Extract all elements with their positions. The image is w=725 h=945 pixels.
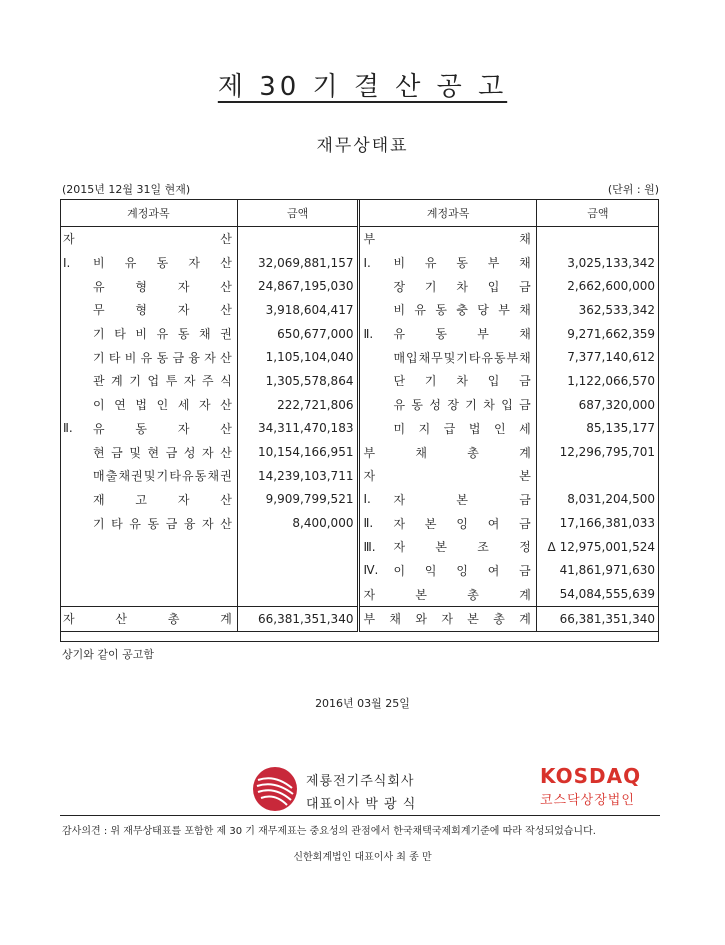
account-name: 매 출 채 권 및 기 타 유 동 채 권 xyxy=(93,469,232,484)
company-logo-icon xyxy=(252,766,298,812)
left-amount: 650,677,000 xyxy=(237,322,359,346)
company-name: 제룡전기주식회사 xyxy=(306,774,415,789)
account-name: 기 타 비 유 동 금 융 자 산 xyxy=(93,350,232,365)
right-account xyxy=(359,417,536,441)
account-name: 비 유 동 자 산 xyxy=(93,256,232,271)
account-name: 유 동 부 채 xyxy=(393,327,531,342)
header-account-right: 계정과목 xyxy=(359,200,536,227)
table-row xyxy=(60,582,659,606)
right-amount: 85,135,177 xyxy=(536,417,659,441)
account-name: 자 본 잉 여 금 xyxy=(393,516,531,531)
roman-numeral: Ⅱ. xyxy=(363,516,374,531)
left-account xyxy=(60,227,237,251)
auditor-name: 신한회계법인 대표이사 최 종 만 xyxy=(293,852,432,863)
account-name: 단 기 차 입 금 xyxy=(393,374,531,389)
balance-sheet-table xyxy=(60,199,659,632)
left-amount: 10,154,166,951 xyxy=(237,440,359,464)
account-cell xyxy=(63,610,234,627)
right-account xyxy=(359,464,536,488)
account-name: 자 본 조 정 xyxy=(393,540,531,555)
account-cell xyxy=(63,349,234,366)
right-amount: 687,320,000 xyxy=(536,393,659,417)
account-name: 기 타 비 유 동 채 권 xyxy=(93,327,232,342)
account-name: 재 고 자 산 xyxy=(93,492,232,507)
left-account xyxy=(60,488,237,512)
table-row xyxy=(60,535,659,559)
table-row xyxy=(60,511,659,535)
left-amount: 222,721,806 xyxy=(237,393,359,417)
account-cell xyxy=(363,278,532,295)
roman-numeral: Ⅰ. xyxy=(63,255,71,270)
left-amount: 34,311,470,183 xyxy=(237,417,359,441)
right-account xyxy=(359,345,536,369)
right-account xyxy=(359,440,536,464)
account-cell xyxy=(363,301,532,318)
account-cell xyxy=(363,372,532,389)
account-name: 부 채 와 자 본 총 계 xyxy=(363,612,531,627)
table-row xyxy=(60,369,659,393)
table-row xyxy=(60,227,659,251)
account-cell xyxy=(363,586,532,603)
right-account xyxy=(359,369,536,393)
account-name: 자 본 총 계 xyxy=(363,587,531,602)
right-amount: 9,271,662,359 xyxy=(536,322,659,346)
kosdaq-subtitle: 코스닥상장법인 xyxy=(540,793,635,808)
account-cell xyxy=(363,349,532,366)
account-name: 비 유 동 부 채 xyxy=(393,256,531,271)
table-row xyxy=(60,488,659,512)
left-amount: 32,069,881,157 xyxy=(237,251,359,275)
right-amount: 17,166,381,033 xyxy=(536,511,659,535)
right-amount: 1,122,066,570 xyxy=(536,369,659,393)
account-name: 자 산 총 계 xyxy=(63,612,232,627)
table-row xyxy=(60,298,659,322)
left-account xyxy=(60,440,237,464)
account-cell xyxy=(363,610,532,627)
left-account xyxy=(60,582,237,606)
left-amount: 3,918,604,417 xyxy=(237,298,359,322)
account-cell xyxy=(363,230,532,247)
account-name: 장 기 차 입 금 xyxy=(393,279,531,294)
table-row xyxy=(60,440,659,464)
account-cell xyxy=(363,396,532,413)
left-account xyxy=(60,251,237,275)
announce-date: 2016년 03월 25일 xyxy=(315,697,410,710)
total-right-amount: 66,381,351,340 xyxy=(536,607,659,632)
account-name: 유 형 자 산 xyxy=(93,279,232,294)
right-account xyxy=(359,488,536,512)
statement-title: 재무상태표 xyxy=(316,136,409,156)
account-name: 유 동 성 장 기 차 입 금 xyxy=(393,398,531,413)
account-name: 이 익 잉 여 금 xyxy=(393,563,531,578)
left-account xyxy=(60,322,237,346)
right-account xyxy=(359,322,536,346)
left-amount xyxy=(237,535,359,559)
account-cell xyxy=(363,538,532,555)
ceo-name: 대표이사 박 광 식 xyxy=(306,797,417,812)
right-account xyxy=(359,227,536,251)
right-account xyxy=(359,582,536,606)
left-amount xyxy=(237,582,359,606)
right-account xyxy=(359,251,536,275)
left-account xyxy=(60,535,237,559)
roman-numeral: Ⅳ. xyxy=(363,563,379,578)
total-row xyxy=(60,607,659,632)
left-amount xyxy=(237,227,359,251)
right-amount: 8,031,204,500 xyxy=(536,488,659,512)
table-row xyxy=(60,393,659,417)
account-name: 매 입 채 무 및 기 타 유 동 부 채 xyxy=(393,350,531,365)
total-left-account xyxy=(60,607,237,632)
right-amount: 12,296,795,701 xyxy=(536,440,659,464)
account-name: 자 본 xyxy=(363,469,531,484)
right-account xyxy=(359,393,536,417)
account-name: 현 금 및 현 금 성 자 산 xyxy=(93,445,232,460)
left-amount: 9,909,799,521 xyxy=(237,488,359,512)
account-name: 부 채 총 계 xyxy=(363,445,531,460)
right-account xyxy=(359,298,536,322)
account-name: 기 타 유 동 금 융 자 산 xyxy=(93,516,232,531)
right-amount: Δ 12,975,001,524 xyxy=(536,535,659,559)
account-cell xyxy=(363,325,532,342)
table-header-row xyxy=(60,200,659,227)
right-amount: 41,861,971,630 xyxy=(536,559,659,583)
account-cell xyxy=(63,444,234,461)
account-name: 비 유 동 충 당 부 채 xyxy=(393,303,531,318)
left-amount: 14,239,103,711 xyxy=(237,464,359,488)
account-name: 유 동 자 산 xyxy=(93,421,232,436)
left-account xyxy=(60,393,237,417)
account-cell xyxy=(63,420,234,437)
roman-numeral: Ⅱ. xyxy=(363,326,374,341)
left-account xyxy=(60,511,237,535)
account-cell xyxy=(363,254,532,271)
left-amount: 24,867,195,030 xyxy=(237,274,359,298)
table-row xyxy=(60,322,659,346)
right-amount xyxy=(536,464,659,488)
table-row xyxy=(60,464,659,488)
page-title: 제 30 기 결 산 공 고 xyxy=(217,72,508,102)
account-name: 무 형 자 산 xyxy=(93,303,232,318)
account-cell xyxy=(63,254,234,271)
roman-numeral: Ⅱ. xyxy=(63,421,73,436)
right-amount xyxy=(536,227,659,251)
account-cell xyxy=(63,515,234,532)
account-cell xyxy=(363,562,532,579)
table-row xyxy=(60,559,659,583)
header-amount-right: 금액 xyxy=(536,200,659,227)
left-account xyxy=(60,345,237,369)
left-account xyxy=(60,298,237,322)
right-amount: 7,377,140,612 xyxy=(536,345,659,369)
account-cell xyxy=(363,444,532,461)
left-amount: 1,105,104,040 xyxy=(237,345,359,369)
right-account xyxy=(359,511,536,535)
account-cell xyxy=(63,396,234,413)
account-name: 자 산 xyxy=(63,232,232,247)
left-account xyxy=(60,464,237,488)
right-amount: 3,025,133,342 xyxy=(536,251,659,275)
account-cell xyxy=(63,301,234,318)
roman-numeral: Ⅰ. xyxy=(363,492,371,507)
audit-opinion: 감사의견 : 위 재무상태표를 포함한 제 30 기 재무제표는 중요성의 관점에서 한국채택국제회계기준에 따라 작성되었습니다. xyxy=(62,826,596,837)
account-cell xyxy=(363,467,532,484)
table-row xyxy=(60,251,659,275)
account-cell xyxy=(63,230,234,247)
right-account xyxy=(359,535,536,559)
right-account xyxy=(359,559,536,583)
account-name: 부 채 xyxy=(363,232,531,247)
account-cell xyxy=(63,491,234,508)
left-account xyxy=(60,274,237,298)
header-amount-left: 금액 xyxy=(237,200,359,227)
header-account-left: 계정과목 xyxy=(60,200,237,227)
account-cell xyxy=(63,467,234,484)
account-cell xyxy=(63,278,234,295)
account-name: 관 계 기 업 투 자 주 식 xyxy=(93,374,232,389)
divider xyxy=(60,815,660,816)
right-account xyxy=(359,274,536,298)
right-amount: 2,662,600,000 xyxy=(536,274,659,298)
kosdaq-logo: KOSDAQ xyxy=(540,764,642,788)
account-name: 자 본 금 xyxy=(393,492,531,507)
account-cell xyxy=(63,372,234,389)
left-amount: 8,400,000 xyxy=(237,511,359,535)
right-amount: 362,533,342 xyxy=(536,298,659,322)
left-account xyxy=(60,559,237,583)
left-amount: 1,305,578,864 xyxy=(237,369,359,393)
as-of-date: (2015년 12월 31일 현재) xyxy=(62,183,191,196)
roman-numeral: Ⅰ. xyxy=(363,255,371,270)
account-name: 이 연 법 인 세 자 산 xyxy=(93,398,232,413)
account-cell xyxy=(63,325,234,342)
left-amount xyxy=(237,559,359,583)
announce-text: 상기와 같이 공고함 xyxy=(62,648,155,661)
right-amount: 54,084,555,639 xyxy=(536,582,659,606)
account-cell xyxy=(363,491,532,508)
account-name: 미 지 급 법 인 세 xyxy=(393,421,531,436)
total-right-account xyxy=(359,607,536,632)
table-row xyxy=(60,345,659,369)
unit-note: (단위 : 원) xyxy=(607,183,659,196)
table-row xyxy=(60,274,659,298)
table-row xyxy=(60,417,659,441)
table-body xyxy=(60,227,659,632)
left-account xyxy=(60,369,237,393)
roman-numeral: Ⅲ. xyxy=(363,539,376,554)
account-cell xyxy=(363,420,532,437)
left-account xyxy=(60,417,237,441)
total-left-amount: 66,381,351,340 xyxy=(237,607,359,632)
account-cell xyxy=(363,515,532,532)
